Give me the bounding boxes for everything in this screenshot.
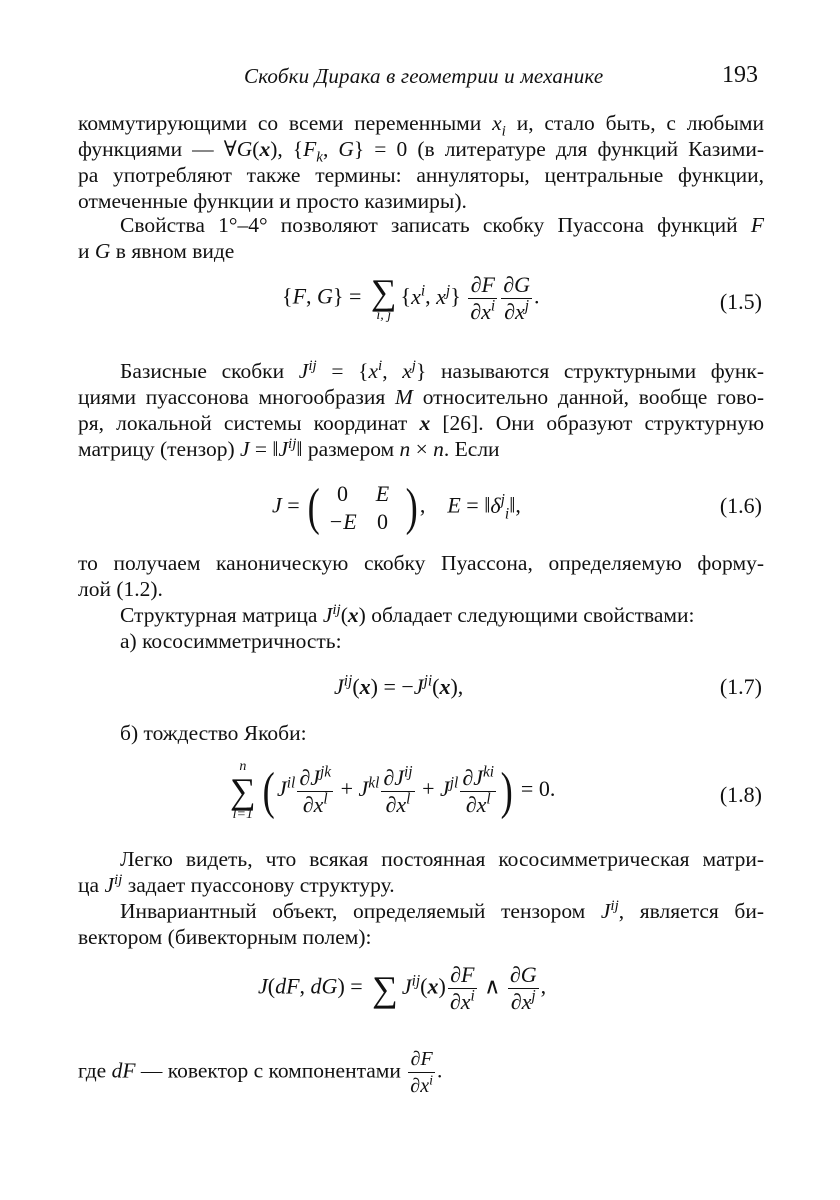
- text-line: ца: [78, 873, 100, 897]
- equation-number: (1.6): [719, 493, 762, 518]
- paragraph-4: [78, 550, 764, 602]
- equation-1-5: {F, G} = ∑ i, j {$x^i$, $x^j$} $\frac{\partial F}{\partial x^i}$ $\frac{\partial G}{\partial x^j}$ .: [282, 271, 540, 324]
- equation-1-7: $J^{ij}(x) = -J^{ji}(x)$,: [334, 672, 464, 699]
- equation-1-8: n ∑ l=1 ( $J^{il}$ $\frac{\partial J^{jk}}{\partial x^l}$ + $J^{kl}$ $\frac{\partial J^{ij}}{\partial x^l}$ + $J^{jl}$ $\frac{\partial J^{ki}}{\partial x^l}$ ) = 0.: [230, 759, 556, 822]
- text-line: Структурная матрица: [120, 603, 318, 627]
- matrix-cell: −E: [328, 508, 357, 534]
- sum-limit: l=1: [232, 807, 253, 822]
- matrix-cell: E: [375, 480, 390, 506]
- text-line: б) тождество Якоби:: [120, 721, 307, 745]
- paragraph-10: где dF — ковектор с компонентами $\frac{\partial F}{\partial x^i}$ .: [78, 1048, 443, 1097]
- sum-limit: i, j: [376, 307, 392, 323]
- matrix-cell: 0: [337, 480, 349, 506]
- text-line: называются структурными функ-: [440, 359, 765, 383]
- paragraph-6: [78, 628, 764, 654]
- text-line: обладает следующими свойствами:: [371, 603, 695, 627]
- text-line: лой (1.2).: [78, 577, 163, 601]
- text-line: то получаем каноническую скобку Пуассона, определяемую форму-: [78, 551, 764, 575]
- matrix-cell: 0: [377, 508, 389, 534]
- text-line: задает пуассонову структуру.: [127, 873, 395, 897]
- equation-number: (1.7): [719, 674, 762, 699]
- text-line: (в литературе для функций Казими-: [417, 137, 765, 161]
- text-line: отмеченные функции и просто казимиры).: [78, 189, 467, 213]
- text-line: функциями —: [78, 137, 214, 161]
- text-line: в явном виде: [115, 239, 235, 263]
- paragraph-3: Базисные скобки $J^{ij} = \{x^i$, $x^j$} называются структурными функ- циями пуассонова многообразия M относительно данной, вообще гово- ря, локальной системы координат x [26]. Они образуют структурную матрицу (тензор) $J = ‖J^{ij}‖$ размером n × n. Если: [78, 357, 765, 461]
- equation-number: (1.5): [719, 289, 762, 314]
- text-line: ря, локальной системы координат: [78, 411, 408, 435]
- running-title: Скобки Дирака в геометрии и механике: [244, 64, 604, 88]
- sum-limit: n: [239, 759, 247, 774]
- text-line: Легко видеть, что всякая постоянная кососимметрическая матри-: [120, 847, 764, 871]
- text-line: Если: [454, 437, 500, 461]
- text-line: Базисные скобки: [120, 359, 285, 383]
- text-line: относительно данной, вообще гово-: [422, 385, 765, 409]
- equation-bivector: J(dF, dG) = ∑ $J^{ij}(x)$ $\frac{\partial F}{\partial x^i}$ ∧ $\frac{\partial G}{\partial x^j}$ ,: [258, 962, 547, 1014]
- text-line: размером: [307, 437, 395, 461]
- text-line: [26]. Они образуют структурную: [442, 411, 765, 435]
- text-line: циями пуассонова многообразия: [78, 385, 386, 409]
- text-line: где: [78, 1058, 107, 1083]
- text-line: Свойства 1°–4° позволяют записать скобку Пуассона функций: [120, 213, 738, 237]
- paragraph-7: [78, 720, 764, 746]
- equation-number: (1.8): [719, 782, 762, 807]
- text-line: коммутирующими со всеми переменными: [78, 111, 482, 135]
- paragraph-1: коммутирующими со всеми переменными $x_i$ и, стало быть, с любыми функциями — ∀G(x), {$F_k$, G} = 0 (в литературе для функций Казими- ра употребляют также термины: аннуляторы, центральные функции, отмеченные функции и просто казимиры).: [78, 111, 765, 213]
- text-line: ра употребляют также термины: аннуляторы, центральные функции,: [78, 163, 764, 187]
- page-number: 193: [722, 62, 758, 88]
- text-line: и: [78, 239, 90, 263]
- paragraph-9: Инвариантный объект, определяемый тензором $J^{ij}$, является би- вектором (бивекторным полем):: [78, 897, 764, 949]
- paragraph-5: Структурная матрица $J^{ij}(x)$ обладает следующими свойствами:: [120, 601, 695, 627]
- paragraph-8: Легко видеть, что всякая постоянная кососимметрическая матри- ца $J^{ij}$ задает пуассонову структуру.: [78, 847, 764, 897]
- text-line: и, стало быть, с любыми: [516, 111, 765, 135]
- equation-1-6: J = ( 0 E −E 0 ) , $E = ‖\delta^j_i‖$,: [272, 479, 521, 536]
- text-line: матрицу (тензор): [78, 437, 235, 461]
- text-line: а) кососимметричность:: [120, 629, 342, 653]
- text-line: Инвариантный объект, определяемый тензором: [120, 899, 586, 923]
- paragraph-2: Свойства 1°–4° позволяют записать скобку Пуассона функций F и G в явном виде: [78, 213, 764, 263]
- text-line: вектором (бивекторным полем):: [78, 925, 372, 949]
- text-line: — ковектор с компонентами: [140, 1058, 401, 1083]
- text-line: , является би-: [618, 899, 764, 923]
